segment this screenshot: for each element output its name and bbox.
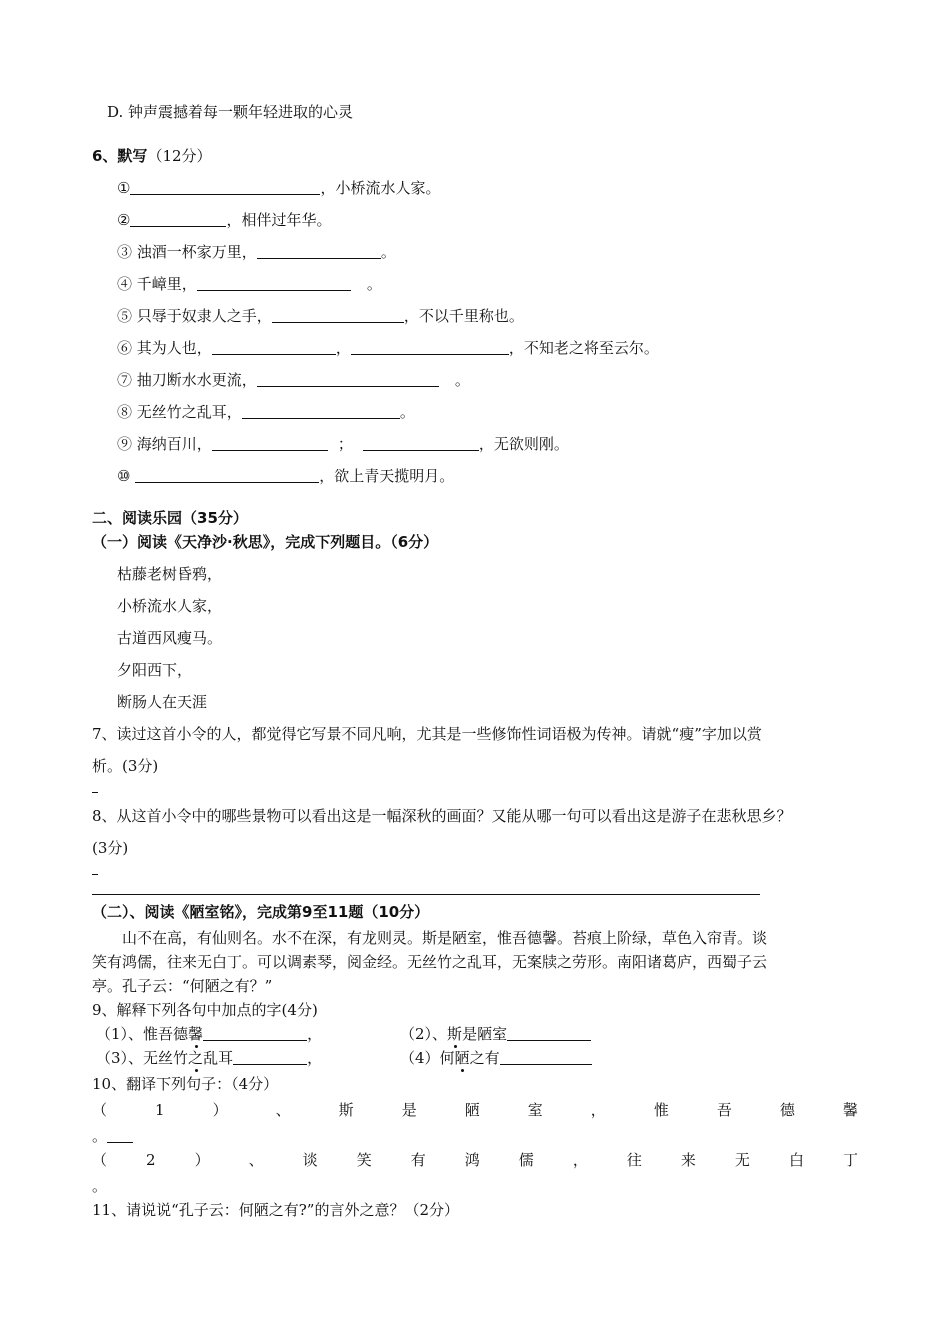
item-text: 。 <box>380 243 396 261</box>
fill-blank[interactable] <box>351 340 509 355</box>
item-text: （4）何 <box>400 1049 455 1067</box>
item-text: 是陋室 <box>462 1025 508 1043</box>
fill-blank[interactable] <box>363 436 479 451</box>
item-number: ⑤ <box>117 307 133 325</box>
fill-blank[interactable] <box>257 372 439 387</box>
item-text: （1）、惟吾德 <box>96 1025 189 1043</box>
passage-line: 笑有鸿儒，往来无白丁。可以调素琴，阅金经。无丝竹之乱耳，无案牍之劳形。南阳诸葛庐，西蜀子云 <box>92 953 768 971</box>
sentence-char: 丁 <box>842 1151 858 1169</box>
sentence-char: 、 <box>275 1101 291 1119</box>
item-text: 。 <box>454 371 470 389</box>
q11-question: 11、请说说“孔子云：何陋之有?”的言外之意？（2分） <box>92 1201 460 1219</box>
q9-item-2 <box>400 1024 591 1044</box>
q6-item-9 <box>117 434 569 454</box>
sentence-char: 鸿 <box>464 1151 480 1169</box>
sentence-char: 1 <box>155 1101 165 1119</box>
sentence-char: （ <box>92 1101 108 1119</box>
sentence-char: 笑 <box>356 1151 372 1169</box>
item-text: 无丝竹之乱耳， <box>136 403 242 421</box>
q6-title: 6、默写 <box>92 147 148 165</box>
sentence-char: （ <box>92 1151 108 1169</box>
item-text: ，相伴过年华。 <box>226 211 332 229</box>
q10-answer-2: 。 <box>92 1177 108 1195</box>
fill-blank[interactable] <box>212 436 328 451</box>
fill-blank[interactable] <box>257 244 381 259</box>
fill-blank[interactable] <box>233 1050 307 1065</box>
q7-line-1: 7、读过这首小令的人，都觉得它写景不同凡响，尤其是一些修饰性词语极为传神。请就“瘦”字加以赏 <box>92 725 762 743</box>
dotted-char: 斯 <box>447 1025 463 1043</box>
sentence-char: ） <box>212 1101 228 1119</box>
sentence-char: ， <box>572 1151 588 1169</box>
item-text: 。 <box>366 275 382 293</box>
item-number: ⑨ <box>117 435 133 453</box>
sentence-char: 儒 <box>518 1151 534 1169</box>
fill-blank[interactable] <box>500 1050 592 1065</box>
section2-title: 二、阅读乐园（35分） <box>92 509 248 527</box>
sentence-char: 馨 <box>842 1101 858 1119</box>
q6-item-5 <box>117 306 524 326</box>
q6-heading <box>92 146 212 166</box>
dotted-char: 馨 <box>188 1025 204 1043</box>
item-number: ④ <box>117 275 133 293</box>
poem-line: 小桥流水人家， <box>117 597 223 615</box>
passage-line: 山不在高，有仙则名。水不在深，有龙则灵。斯是陋室，惟吾德馨。苔痕上阶绿，草色入帘青。谈 <box>122 929 768 947</box>
fill-blank[interactable] <box>130 212 226 227</box>
item-number: ① <box>117 179 131 197</box>
answer-mark <box>92 874 98 875</box>
poem-line: 夕阳西下， <box>117 661 193 679</box>
q6-item-1 <box>117 178 440 198</box>
fill-blank[interactable] <box>130 180 320 195</box>
q6-item-2 <box>117 210 331 230</box>
poem-line: 断肠人在天涯 <box>117 693 208 711</box>
q8-line-2: (3分) <box>92 839 129 857</box>
q9-item-1 <box>96 1024 322 1044</box>
item-number: ⑩ <box>117 467 131 485</box>
answer-mark <box>92 792 98 793</box>
item-text: （2）、 <box>400 1025 448 1043</box>
item-text: ，不知老之将至云尔。 <box>508 339 659 357</box>
sentence-char: 谈 <box>302 1151 318 1169</box>
sentence-char: 、 <box>248 1151 264 1169</box>
sentence-char: 德 <box>779 1101 795 1119</box>
sentence-char: 2 <box>146 1151 156 1169</box>
passage-line: 亭。孔子云：“何陋之有？” <box>92 977 273 995</box>
item-text: ， <box>335 339 351 357</box>
sentence-char: 吾 <box>716 1101 732 1119</box>
q9-item-3 <box>96 1048 322 1068</box>
q10-answer-1 <box>92 1126 133 1146</box>
sentence-char: 室 <box>527 1101 543 1119</box>
item-text: ，小桥流水人家。 <box>320 179 441 197</box>
q8-line-1: 8、从这首小令中的哪些景物可以看出这是一幅深秋的画面？又能从哪一句可以看出这是游子在悲秋思乡？ <box>92 807 792 825</box>
item-text: ， <box>307 1025 323 1043</box>
item-text: 浊酒一杯家万里， <box>136 243 257 261</box>
item-text: 海纳百川， <box>136 435 212 453</box>
part1-title: （一）阅读《天净沙·秋思》，完成下列题目。（6分） <box>92 533 439 551</box>
item-text: 之有 <box>469 1049 500 1067</box>
fill-blank[interactable] <box>107 1128 133 1143</box>
q10-title: 10、翻译下列句子：（4分） <box>92 1075 279 1093</box>
dotted-char: 陋 <box>454 1049 470 1067</box>
dotted-char: 之 <box>188 1049 204 1067</box>
fill-blank[interactable] <box>135 468 319 483</box>
q10-sentence-1 <box>92 1100 858 1120</box>
sentence-char: 白 <box>788 1151 804 1169</box>
sentence-char: 有 <box>410 1151 426 1169</box>
q6-item-4 <box>117 274 382 294</box>
item-number: ② <box>117 211 131 229</box>
sentence-char: 是 <box>401 1101 417 1119</box>
sentence-char: 往 <box>626 1151 642 1169</box>
item-text: ，不以千里称也。 <box>403 307 524 325</box>
item-number: ⑧ <box>117 403 133 421</box>
item-number: ⑥ <box>117 339 133 357</box>
item-number: ③ <box>117 243 133 261</box>
poem-line: 古道西风瘦马。 <box>117 629 223 647</box>
sentence-char: ， <box>590 1101 606 1119</box>
item-text: ，欲上青天揽明月。 <box>319 467 455 485</box>
item-number: ⑦ <box>117 371 133 389</box>
q9-item-4 <box>400 1048 592 1068</box>
sentence-char: ） <box>194 1151 210 1169</box>
q6-item-7 <box>117 370 470 390</box>
item-text: 乱耳 <box>203 1049 234 1067</box>
fill-blank[interactable] <box>197 276 351 291</box>
sentence-end: 。 <box>92 1127 108 1145</box>
fill-blank[interactable] <box>272 308 404 323</box>
q10-sentence-2 <box>92 1150 858 1170</box>
fill-blank[interactable] <box>507 1026 591 1041</box>
q7-line-2: 析。(3分) <box>92 757 159 775</box>
q6-item-8 <box>117 402 415 422</box>
fill-blank[interactable] <box>242 404 400 419</box>
fill-blank[interactable] <box>203 1026 307 1041</box>
item-text: ，无欲则刚。 <box>478 435 569 453</box>
q9-title: 9、解释下列各句中加点的字(4分) <box>92 1001 318 1019</box>
item-text: 只辱于奴隶人之手， <box>136 307 272 325</box>
sentence-char: 陋 <box>464 1101 480 1119</box>
sentence-char: 无 <box>734 1151 750 1169</box>
sentence-char: 斯 <box>338 1101 354 1119</box>
q6-item-3 <box>117 242 396 262</box>
q6-item-10 <box>117 466 454 486</box>
q6-score: （12分） <box>147 147 212 165</box>
item-text: ； <box>337 435 353 453</box>
item-text: 其为人也， <box>136 339 212 357</box>
item-text: 抽刀断水水更流， <box>136 371 257 389</box>
sentence-char: 来 <box>680 1151 696 1169</box>
item-text: ， <box>307 1049 323 1067</box>
poem-line: 枯藤老树昏鸦， <box>117 565 223 583</box>
answer-line[interactable] <box>92 894 760 895</box>
item-text: （3）、无丝竹 <box>96 1049 189 1067</box>
item-text: 。 <box>399 403 415 421</box>
q5-option-d: D. 钟声震撼着每一颗年轻进取的心灵 <box>107 103 354 121</box>
item-text: 千嶂里， <box>136 275 197 293</box>
part2-title: （二）、阅读《陋室铭》，完成第9至11题（10分） <box>92 903 430 921</box>
q6-item-6 <box>117 338 659 358</box>
sentence-char: 惟 <box>653 1101 669 1119</box>
fill-blank[interactable] <box>212 340 336 355</box>
